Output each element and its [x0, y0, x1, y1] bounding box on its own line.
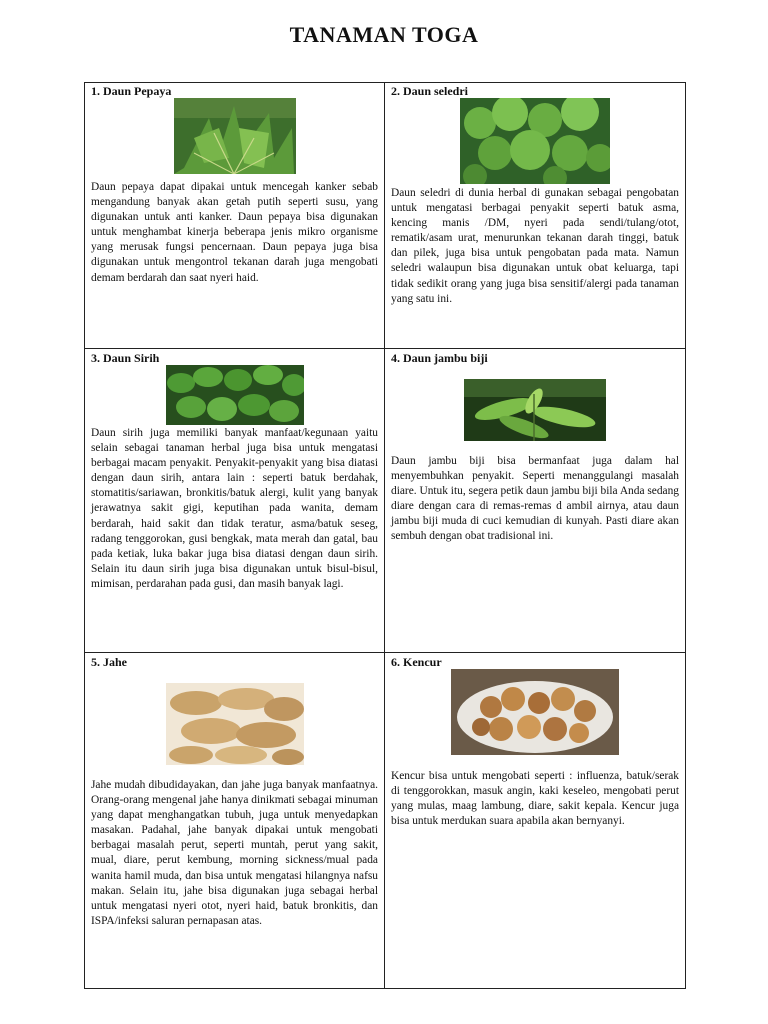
plant-heading: 2. Daun seledri	[391, 84, 469, 98]
kencur-image	[451, 669, 619, 755]
plant-heading: 6. Kencur	[391, 655, 442, 669]
plant-description: Jahe mudah dibudidayakan, dan jahe juga banyak manfaatnya. Orang-orang mengenal jahe hanya dinikmati sebagai minuman yang dapat menghangatkan tubuh, juga untuk menyedapkan masakan. Padahal, jahe banyak dipakai untuk mengobati berbagai masalah perut, seperti muntah, perut yang sakit, mual, diare, perut kembung, morning sickness/mual pada wanita hamil muda, dan bisa untuk mengatasi hilangnya nafsu makan. Selain itu, jahe bisa digunakan juga sebagai herbal untuk mengatasi nyeri otot, nyeri haid, batuk bronkitis, dan ISPA/infeksi saluran pernapasan atas.	[91, 779, 378, 927]
plant-description: Daun sirih juga memiliki banyak manfaat/kegunaan yaitu selain sebagai tanaman herbal juga bisa untuk mengatasi berbagai macam penyakit. Penyakit-penyakit yang bisa diatasi dengan daun sirih, antara lain : seperti batuk berdahak, stomatitis/sariawan, bronkitis/batuk alergi, kulit yang banyak jerawatnya sakit gigi, keputihan pada wanita, demam berdarah, haid sakit dan tidak teratur, asma/batuk seseg, radang tenggorokan, gusi bengkak, mata merah dan gatal, bau pada ketiak, luka bakar juga bisa diatasi dengan daun sirih. Selain itu daun sirih juga bisa digunakan untuk bisul-bisul, mimisan, perdarahan pada gusi, dan masih banyak lagi.	[91, 427, 378, 590]
plant-heading: 1. Daun Pepaya	[91, 84, 172, 98]
plant-heading: 5. Jahe	[91, 655, 127, 669]
plant-cell-sirih	[85, 348, 385, 652]
plant-heading: 3. Daun Sirih	[91, 351, 160, 365]
plant-description: Kencur bisa untuk mengobati seperti : influenza, batuk/serak di tenggorokkan, masuk angin, kaki keseleo, mengobati perut yang mulas, maag lambung, diare, sakit kepala. Kencur juga bisa untuk merdukan suara apabila akan bernyanyi.	[391, 770, 679, 828]
papaya-leaf-image	[174, 98, 296, 174]
plants-table	[84, 82, 686, 989]
plant-cell-pepaya	[85, 83, 385, 348]
plant-description: Daun seledri di dunia herbal di gunakan sebagai pengobatan untuk mengatasi berbagai penyakit seperti batuk asma, kencing manis /DM, nyeri pada sendi/tulang/otot, rematik/asam urat, menurunkan tekanan darah tinggi, batuk dan pilek, juga bisa untuk pengobatan pada mata. Namun seledri walaupun bisa digunakan untuk obat keluarga, tapi tidak sedikit orang yang juga bisa sensitif/alergi pada tanaman yang satu ini.	[391, 187, 679, 305]
plant-cell-seledri	[385, 83, 685, 348]
celery-leaf-image	[460, 98, 610, 184]
betel-leaf-image	[166, 365, 304, 425]
plant-cell-kencur	[385, 652, 685, 988]
plant-cell-jahe	[85, 652, 385, 988]
plant-description: Daun pepaya dapat dipakai untuk mencegah kanker sebab mengandung banyak akan getah putih seperti susu, yang digunakan untuk anti kanker. Daun pepaya bisa digunakan untuk menghambat kinerja beberapa jenis mikro organisme yang merusak fungsi pencernaan. Daun pepaya juga bisa digunakan untuk mengontrol tekanan darah juga mengobati demam berdarah dan saat nyeri haid.	[91, 181, 378, 284]
document-title: TANAMAN TOGA	[289, 22, 479, 47]
plant-cell-jambu-biji	[385, 348, 685, 652]
plant-description: Daun jambu biji bisa bermanfaat juga dalam hal menyembuhkan penyakit. Seperti menanggulangi masalah diare. Untuk itu, segera petik daun jambu biji bila Anda sedang diare dengan cara di remas-remas d ambil airnya, atau daun jambu biji muda di cuci kemudian di kunyah. Pasti diare akan sembuh dengan obat tradisional ini.	[391, 455, 679, 543]
ginger-image	[166, 683, 304, 765]
guava-leaf-image	[464, 379, 606, 441]
plant-heading: 4. Daun jambu biji	[391, 351, 488, 365]
